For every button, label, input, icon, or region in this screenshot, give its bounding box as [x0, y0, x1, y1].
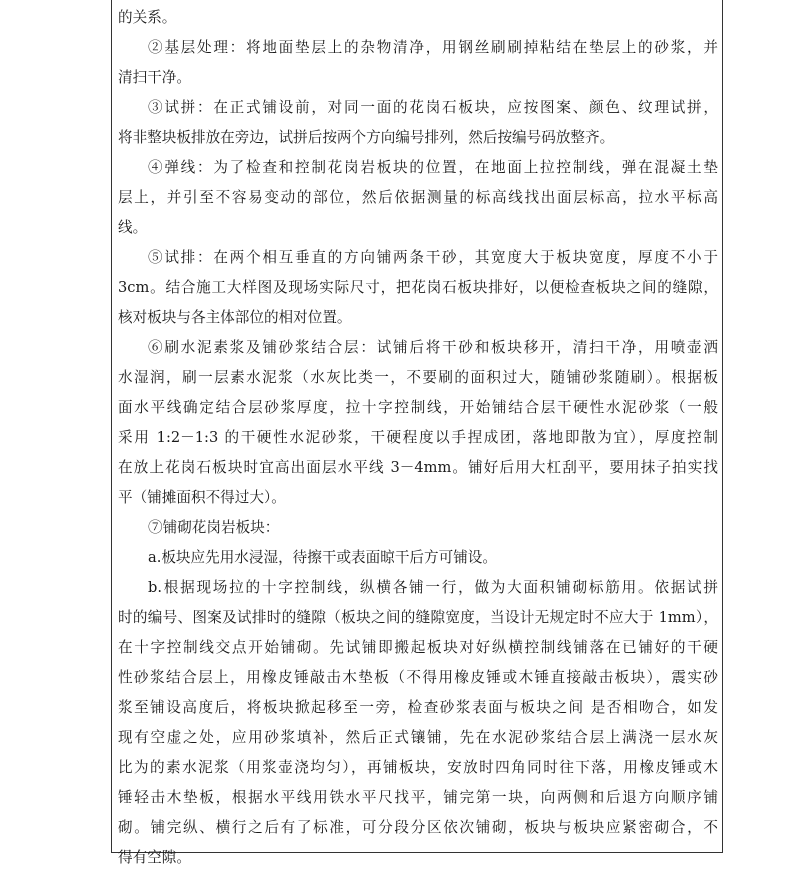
document-text-block: [118, 3, 718, 873]
text-line: 在十字控制线交点开始铺砌。先试铺即搬起板块对好纵横控制线铺落在已铺好的干硬: [118, 639, 718, 656]
text-line: 平（铺摊面积不得过大）。: [118, 489, 286, 506]
text-line: 现有空虚之处，应用砂浆填补，然后正式镶铺，先在水泥砂浆结合层上满浇一层水灰: [118, 729, 718, 746]
text-line: 3cm。结合施工大样图及现场实际尺寸，把花岗石板块排好，以便检查板块之间的缝隙，: [118, 279, 718, 296]
text-line: 锤轻击木垫板，根据水平线用铁水平尺找平，铺完第一块，向两侧和后退方向顺序铺: [118, 789, 718, 806]
text-line: 核对板块与各主体部位的相对位置。: [118, 309, 352, 326]
text-line: 得有空隙。: [118, 849, 191, 866]
text-line: 线。: [118, 219, 148, 236]
text-line: 水湿润，刷一层素水泥浆（水灰比类一，不要刷的面积过大，随铺砂浆随刷）。根据板: [118, 369, 718, 386]
text-line: ②基层处理：将地面垫层上的杂物清净，用钢丝刷刷掉粘结在垫层上的砂浆，并: [148, 39, 718, 56]
text-line: b.根据现场拉的十字控制线，纵横各铺一行，做为大面积铺砌标筋用。依据试拼: [148, 579, 718, 596]
text-line: 时的编号、图案及试排时的缝隙（板块之间的缝隙宽度，当设计无规定时不应大于 1mm），: [118, 609, 718, 626]
text-line: 清扫干净。: [118, 69, 191, 86]
text-line: 采用 1:2－1:3 的干硬性水泥砂浆，干硬程度以手捏成团，落地即散为宜），厚度控制: [118, 429, 718, 446]
text-line: 浆至铺设高度后，将板块掀起移至一旁，检查砂浆表面与板块之间 是否相吻合，如发: [118, 699, 718, 716]
text-line: 砌。铺完纵、横行之后有了标准，可分段分区依次铺砌，板块与板块应紧密砌合，不: [118, 819, 718, 836]
text-line: ⑦铺砌花岗岩板块：: [148, 519, 280, 536]
text-line: 在放上花岗石板块时宜高出面层水平线 3－4mm。铺好后用大杠刮平，要用抹子拍实找: [118, 459, 718, 476]
text-line: 的关系。: [118, 9, 177, 26]
text-line: a.板块应先用水浸湿，待擦干或表面晾干后方可铺设。: [148, 549, 497, 566]
text-line: 层上，并引至不容易变动的部位，然后依据测量的标高线找出面层标高，拉水平标高: [118, 189, 718, 206]
text-line: ⑤试排：在两个相互垂直的方向铺两条干砂，其宽度大于板块宽度，厚度不小于: [148, 249, 718, 266]
text-line: ④弹线：为了检查和控制花岗岩板块的位置，在地面上拉控制线，弹在混凝土垫: [148, 159, 718, 176]
text-line: 比为的素水泥浆（用浆壶浇均匀），再铺板块，安放时四角同时往下落，用橡皮锤或木: [118, 759, 718, 776]
text-line: ⑥刷水泥素浆及铺砂浆结合层：试铺后将干砂和板块移开，清扫干净，用喷壶洒: [148, 339, 718, 356]
text-line: 将非整块板排放在旁边，试拼后按两个方向编号排列，然后按编号码放整齐。: [118, 129, 615, 146]
text-line: 面水平线确定结合层砂浆厚度，拉十字控制线，开始铺结合层干硬性水泥砂浆（一般: [118, 399, 718, 416]
text-line: 性砂浆结合层上，用橡皮锤敲击木垫板（不得用橡皮锤或木锤直接敲击板块），震实砂: [118, 669, 718, 686]
text-line: ③试拼：在正式铺设前，对同一面的花岗石板块，应按图案、颜色、纹理试拼，: [148, 99, 718, 116]
